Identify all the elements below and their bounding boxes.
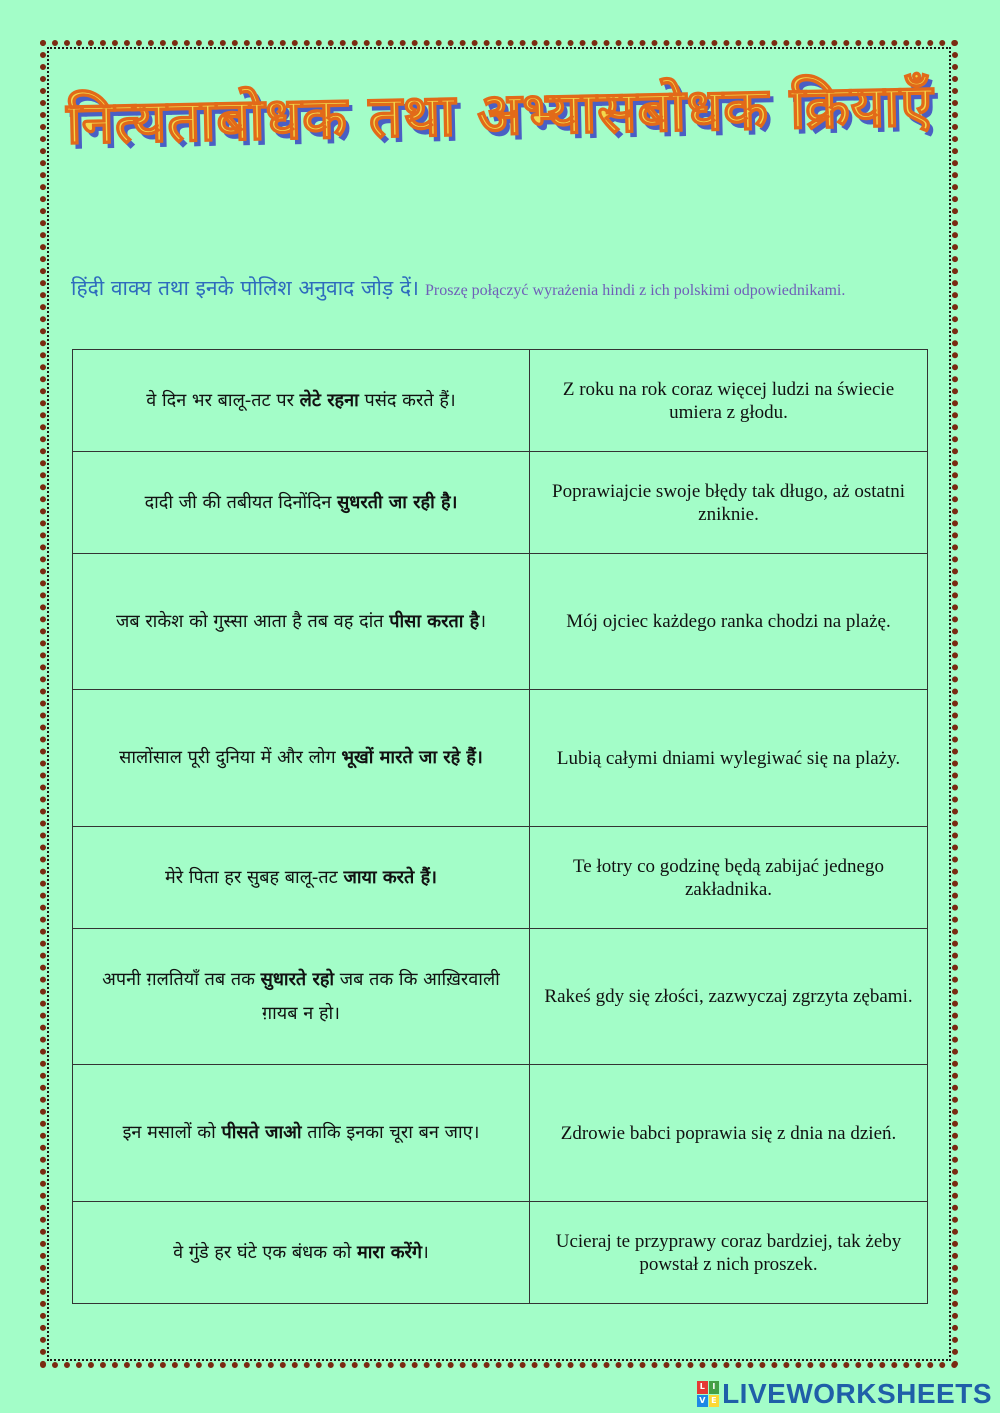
liveworksheets-logo[interactable]	[697, 1377, 992, 1411]
logo-icon-letter: E	[709, 1395, 720, 1408]
hindi-text: ताकि इनका चूरा बन जाए।	[301, 1122, 480, 1143]
hindi-text: अपनी ग़लतियाँ तब तक	[102, 968, 261, 990]
hindi-text: इन मसालों को	[122, 1122, 222, 1143]
hindi-sentence[interactable]	[73, 929, 530, 1065]
hindi-text: वे दिन भर बालू-तट पर	[146, 389, 300, 411]
table-row	[73, 350, 928, 452]
polish-translation[interactable]: Zdrowie babci poprawia się z dnia na dzień.	[530, 1065, 928, 1202]
polish-translation[interactable]: Te łotry co godzinę będą zabijać jednego zakładnika.	[530, 827, 928, 929]
hindi-text: ।	[422, 1241, 429, 1263]
table-row	[73, 1202, 928, 1304]
hindi-verb-bold: मारा करेंगे	[357, 1241, 423, 1263]
table-row	[73, 827, 928, 929]
logo-icon-letter: L	[697, 1381, 708, 1394]
polish-translation[interactable]: Rakeś gdy się złości, zazwyczaj zgrzyta zębami.	[530, 929, 928, 1065]
instruction-hindi: हिंदी वाक्य तथा इनके पोलिश अनुवाद जोड़ दें।	[71, 276, 420, 300]
hindi-text: वे गुंडे हर घंटे एक बंधक को	[173, 1241, 357, 1263]
hindi-sentence[interactable]	[73, 690, 530, 827]
hindi-sentence[interactable]	[73, 827, 530, 929]
table-row	[73, 1065, 928, 1202]
matching-table	[72, 349, 928, 1304]
polish-translation[interactable]: Z roku na rok coraz więcej ludzi na świecie umiera z głodu.	[530, 350, 928, 452]
hindi-text: पसंद करते हैं।	[358, 389, 456, 411]
hindi-verb-bold: भूखों मारते जा रहे हैं।	[341, 747, 483, 768]
logo-icon-letter: I	[709, 1381, 720, 1394]
hindi-verb-bold: सुधारते रहो	[260, 968, 335, 990]
table-row	[73, 690, 928, 827]
hindi-sentence[interactable]	[73, 554, 530, 690]
polish-translation[interactable]: Poprawiajcie swoje błędy tak długo, aż ostatni zniknie.	[530, 452, 928, 554]
hindi-verb-bold: पीसते जाओ	[221, 1122, 302, 1143]
logo-text: LIVEWORKSHEETS	[722, 1378, 992, 1409]
hindi-text: दादी जी की तबीयत दिनोंदिन	[144, 491, 338, 513]
liveworksheets-logo-icon	[697, 1381, 719, 1407]
table-row	[73, 554, 928, 690]
instruction	[71, 272, 871, 307]
table-row	[73, 452, 928, 554]
hindi-text: सालोंसाल पूरी दुनिया में और लोग	[119, 747, 342, 768]
instruction-polish: Proszę połączyć wyrażenia hindi z ich polskimi odpowiednikami.	[425, 282, 846, 299]
hindi-verb-bold: जाया करते हैं।	[343, 866, 437, 888]
logo-icon-letter: V	[697, 1395, 708, 1408]
hindi-sentence[interactable]	[73, 1202, 530, 1304]
hindi-verb-bold: पीसा करता है	[389, 610, 480, 632]
hindi-text: जब राकेश को गुस्सा आता है तब वह दांत	[115, 610, 390, 632]
hindi-text: मेरे पिता हर सुबह बालू-तट	[165, 866, 344, 888]
hindi-sentence[interactable]	[73, 1065, 530, 1202]
table-row	[73, 929, 928, 1065]
page-title: नित्यताबोधक तथा अभ्यासबोधक क्रियाएँ	[66, 70, 935, 158]
hindi-text: जब तक कि आख़िरवाली ग़ायब न हो।	[262, 968, 500, 1024]
polish-translation[interactable]: Mój ojciec każdego ranka chodzi na plażę.	[530, 554, 928, 690]
polish-translation[interactable]: Lubią całymi dniami wylegiwać się na plaży.	[530, 690, 928, 827]
hindi-verb-bold: सुधरती जा रही है।	[337, 491, 458, 513]
hindi-text: ।	[479, 610, 487, 632]
polish-translation[interactable]: Ucieraj te przyprawy coraz bardziej, tak żeby powstał z nich proszek.	[530, 1202, 928, 1304]
hindi-sentence[interactable]	[73, 452, 530, 554]
hindi-sentence[interactable]	[73, 350, 530, 452]
hindi-verb-bold: लेटे रहना	[299, 389, 359, 411]
